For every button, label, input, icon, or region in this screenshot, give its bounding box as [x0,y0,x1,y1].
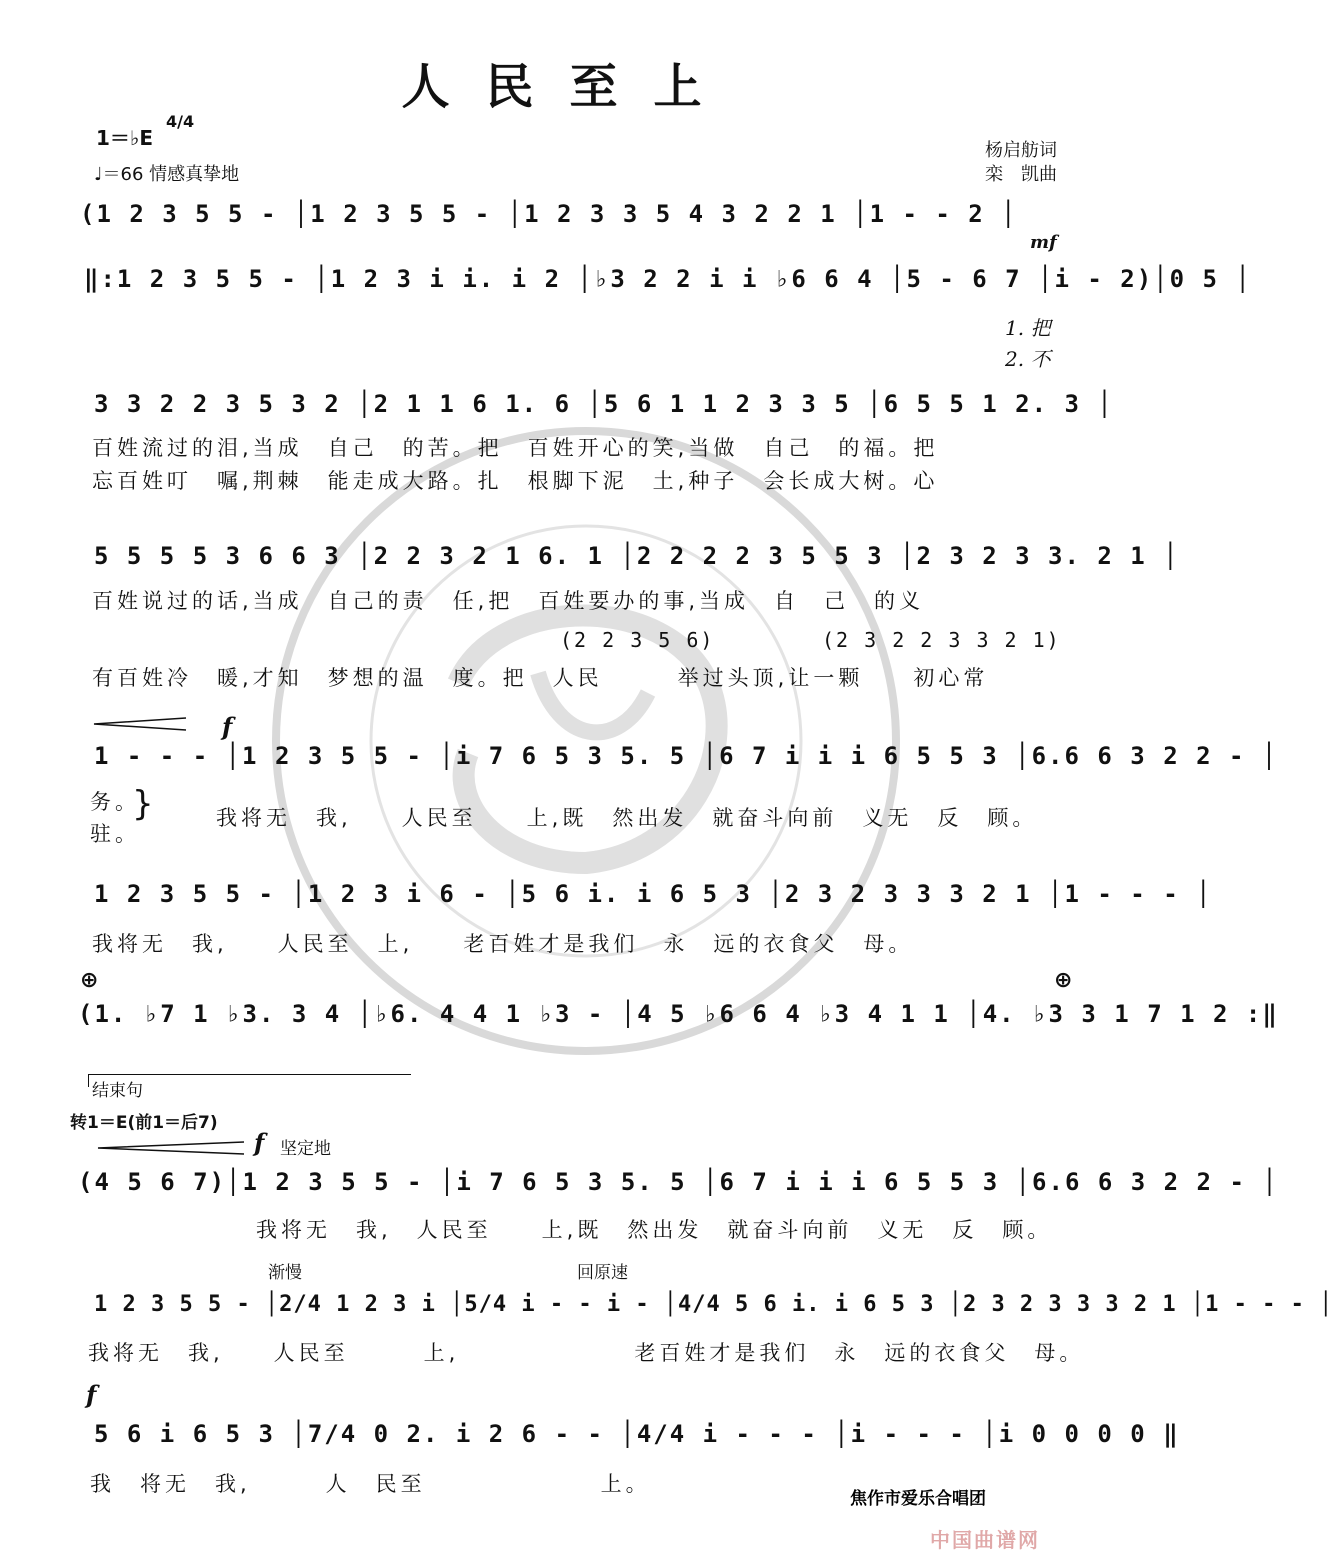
lyric-row-final-3: 我 将无 我, 人 民至 上。 [90,1472,651,1496]
tempo-a-tempo: 回原速 [577,1263,628,1283]
dynamic-mf: mf [1030,232,1057,253]
verse-1-pickup: 1. 把 [1005,316,1051,340]
score-row-4: 1 - - - │1 2 3 5 5 - │i 7 6 5 3 5. 5 │6 7 i i i 6 5 5 3 │6.6 6 3 2 2 - │ [94,742,1279,770]
ending-verse-2: 驻。 [90,822,140,846]
expression-marking: 坚定地 [280,1139,331,1159]
alt-notes-a: (2 2 3 5 6) [560,628,715,652]
score-row-final-1: (4 5 6 7)│1 2 3 5 5 - │i 7 6 5 3 5. 5 │6 7 i i i 6 5 5 3 │6.6 6 3 2 2 - │ [78,1168,1279,1196]
lyric-row-final-2: 我将无 我, 人民至 上, 老百姓才是我们 永 远的衣食父 母。 [88,1341,1085,1365]
lyric-row-5: 我将无 我, 人民至 上, 老百姓才是我们 永 远的衣食父 母。 [92,932,914,956]
key-signature: 1＝♭E [96,126,154,150]
choir-credit: 焦作市爱乐合唱团 [850,1489,986,1509]
score-row-final-3: 5 6 i 6 5 3 │7/4 0 2. i 2 6 - - │4/4 i - - - │i - - - │i 0 0 0 0 ‖ [94,1420,1180,1448]
dynamic-f-2: f [254,1128,265,1157]
score-row-final-2: 1 2 3 5 5 - │2/4 1 2 3 i │5/4 i - - i - │4/4 5 6 i. i 6 5 3 │2 3 2 3 3 3 2 1 │1 - - - │ [94,1292,1333,1317]
verse-2-pickup: 2. 不 [1005,347,1051,371]
crescendo-hairpin [92,716,188,732]
lyric-row-2-verse-1: 百姓流过的泪,当成 自己 的苦。把 百姓开心的笑,当做 自己 的福。把 [92,436,939,460]
composer: 栾 凯曲 [985,164,1057,185]
crescendo-hairpin-2 [96,1140,246,1156]
dynamic-f: f [222,712,233,741]
brace-icon: } [132,784,154,824]
lyric-row-3-verse-2: 有百姓冷 暖,才知 梦想的温 度。把 人民 举过头顶,让一颗 初心常 [92,666,989,690]
lyric-row-final-1: 我将无 我, 人民至 上,既 然出发 就奋斗向前 义无 反 顾。 [256,1218,1053,1242]
score-row-1: ‖:1 2 3 5 5 - │1 2 3 i i. i 2 │♭3 2 2 i i ♭6 6 4 │5 - 6 7 │i - 2)│0 5 │ [84,265,1252,293]
time-signature [166,114,194,130]
score-row-3: 5 5 5 5 3 6 6 3 │2 2 3 2 1 6. 1 │2 2 2 2 3 5 5 3 │2 3 2 3 3. 2 1 │ [94,542,1180,570]
score-row-2: 3 3 2 2 3 5 3 2 │2 1 1 6 1. 6 │5 6 1 1 2 3 3 5 │6 5 5 1 2. 3 │ [94,390,1114,418]
score-row-5: 1 2 3 5 5 - │1 2 3 i 6 - │5 6 i. i 6 5 3 │2 3 2 3 3 3 2 1 │1 - - - │ [94,880,1213,908]
coda-sign-left: ⊕ [80,968,99,993]
modulation-marking: 转1＝E(前1＝后7) [70,1113,218,1133]
tempo-marking: ♩＝66 情感真挚地 [94,164,240,185]
lyric-row-4: 我将无 我, 人民至 上,既 然出发 就奋斗向前 义无 反 顾。 [216,806,1038,830]
lyricist: 杨启舫词 [985,140,1057,161]
alt-notes-b: (2 3 2 2 3 3 2 1) [822,628,1061,652]
score-row-interlude: (1. ♭7 1 ♭3. 3 4 │♭6. 4 4 1 ♭3 - │4 5 ♭6 6 4 ♭3 4 1 1 │4. ♭3 3 1 7 1 2 :‖ [78,1000,1279,1028]
ending-verse-1: 务。 [90,790,140,814]
time-signature-value: 4/4 [166,112,195,131]
score-row-intro: (1 2 3 5 5 - │1 2 3 5 5 - │1 2 3 3 5 4 3 2 2 1 │1 - - 2 │ [80,200,1018,228]
ending-label: 结束句 [92,1081,143,1101]
lyric-row-3-verse-1: 百姓说过的话,当成 自己的责 任,把 百姓要办的事,当成 自 己 的义 [92,589,925,613]
tempo-rit: 渐慢 [268,1263,302,1283]
dynamic-f-3: f [86,1380,97,1409]
lyric-row-2-verse-2: 忘百姓叮 嘱,荆棘 能走成大路。扎 根脚下泥 土,种子 会长成大树。心 [92,469,939,493]
song-title: 人民至上 [401,59,738,115]
watermark-seal [268,423,904,1059]
site-watermark: 中国曲谱网 [930,1528,1040,1552]
coda-sign-right: ⊕ [1054,968,1073,993]
